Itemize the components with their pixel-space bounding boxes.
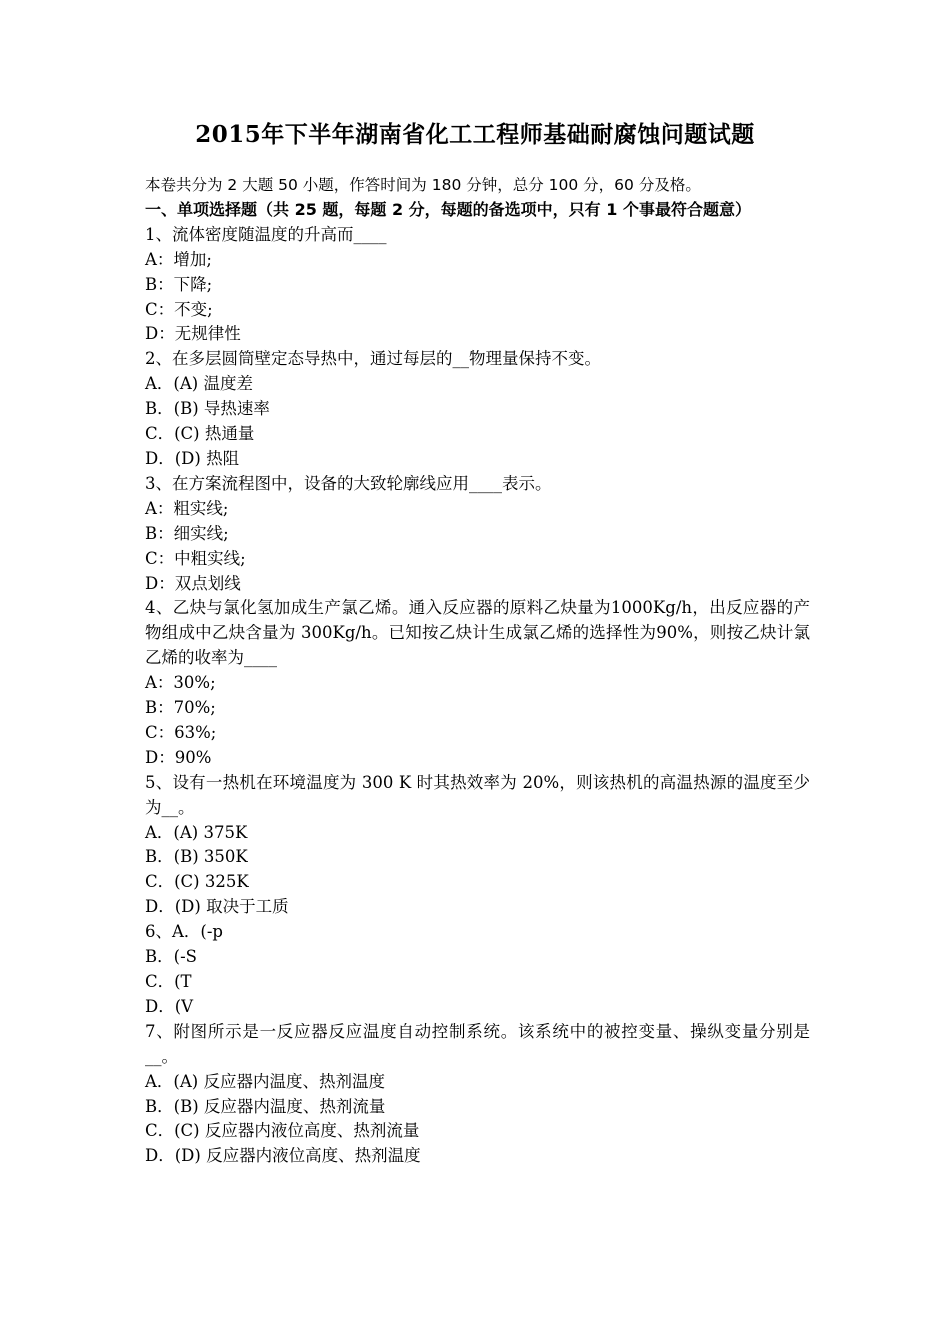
question-5 <box>145 771 810 920</box>
question-stem: 7、附图所示是一反应器反应温度自动控制系统。该系统中的被控变量、操纵变量分别是__。 <box>145 1021 810 1066</box>
question-option: A：粗实线; <box>145 498 229 518</box>
question-option: A：增加; <box>145 249 212 269</box>
question-stem: 1、流体密度随温度的升高而____ <box>145 224 387 244</box>
question-option: A：30%; <box>145 673 216 693</box>
question-3 <box>145 472 810 597</box>
document-title: 2015年下半年湖南省化工工程师基础耐腐蚀问题试题 <box>195 121 755 148</box>
question-option: A．(A) 375K <box>145 822 248 842</box>
question-option: C：不变; <box>145 299 213 319</box>
section-heading: 一、单项选择题（共 25 题，每题 2 分，每题的备选项中，只有 1 个事最符合题意） <box>145 199 751 219</box>
question-4 <box>145 596 810 770</box>
question-option: B：70%; <box>145 698 216 718</box>
question-stem: 4、乙炔与氯化氢加成生产氯乙烯。通入反应器的原料乙炔量为1000Kg/h，出反应器的产物组成中乙炔含量为 300Kg/h。已知按乙炔计生成氯乙烯的选择性为90%，则按乙炔计氯乙烯的收率为____ <box>145 598 810 668</box>
question-option: D：双点划线 <box>145 573 241 593</box>
question-stem: 6、A．(-p <box>145 922 223 942</box>
question-stem: 2、在多层圆筒壁定态导热中，通过每层的__物理量保持不变。 <box>145 349 601 369</box>
question-stem: 3、在方案流程图中，设备的大致轮廓线应用____表示。 <box>145 473 552 493</box>
question-option: D：无规律性 <box>145 324 241 344</box>
question-option: C：63%; <box>145 722 217 742</box>
question-option: B．(B) 350K <box>145 847 248 867</box>
question-option: C．(C) 热通量 <box>145 424 255 444</box>
question-option: D．(D) 热阻 <box>145 448 240 468</box>
exam-intro: 本卷共分为 2 大题 50 小题，作答时间为 180 分钟，总分 100 分，60 分及格。 <box>145 176 701 194</box>
question-option: D．(D) 取决于工质 <box>145 897 289 917</box>
question-option: B．(B) 反应器内温度、热剂流量 <box>145 1096 386 1116</box>
question-2 <box>145 347 810 472</box>
question-option: D．(V <box>145 996 194 1016</box>
question-option: B．(B) 导热速率 <box>145 399 270 419</box>
question-stem: 5、设有一热机在环境温度为 300 K 时其热效率为 20%，则该热机的高温热源的温度至少为__。 <box>145 772 810 817</box>
question-option: D．(D) 反应器内液位高度、热剂温度 <box>145 1146 421 1166</box>
question-option: C．(C) 反应器内液位高度、热剂流量 <box>145 1121 420 1141</box>
document-body <box>145 173 810 1169</box>
question-option: A．(A) 反应器内温度、热剂温度 <box>145 1071 385 1091</box>
question-option: A．(A) 温度差 <box>145 374 253 394</box>
question-option: D：90% <box>145 747 212 767</box>
question-option: B：下降; <box>145 274 213 294</box>
question-1 <box>145 223 810 348</box>
question-option: B：细实线; <box>145 523 229 543</box>
question-6 <box>145 920 810 1020</box>
question-option: C．(C) 325K <box>145 872 249 892</box>
question-option: C．(T <box>145 972 192 991</box>
question-option: C：中粗实线; <box>145 548 246 568</box>
question-7 <box>145 1020 810 1169</box>
question-option: B．(-S <box>145 947 197 967</box>
